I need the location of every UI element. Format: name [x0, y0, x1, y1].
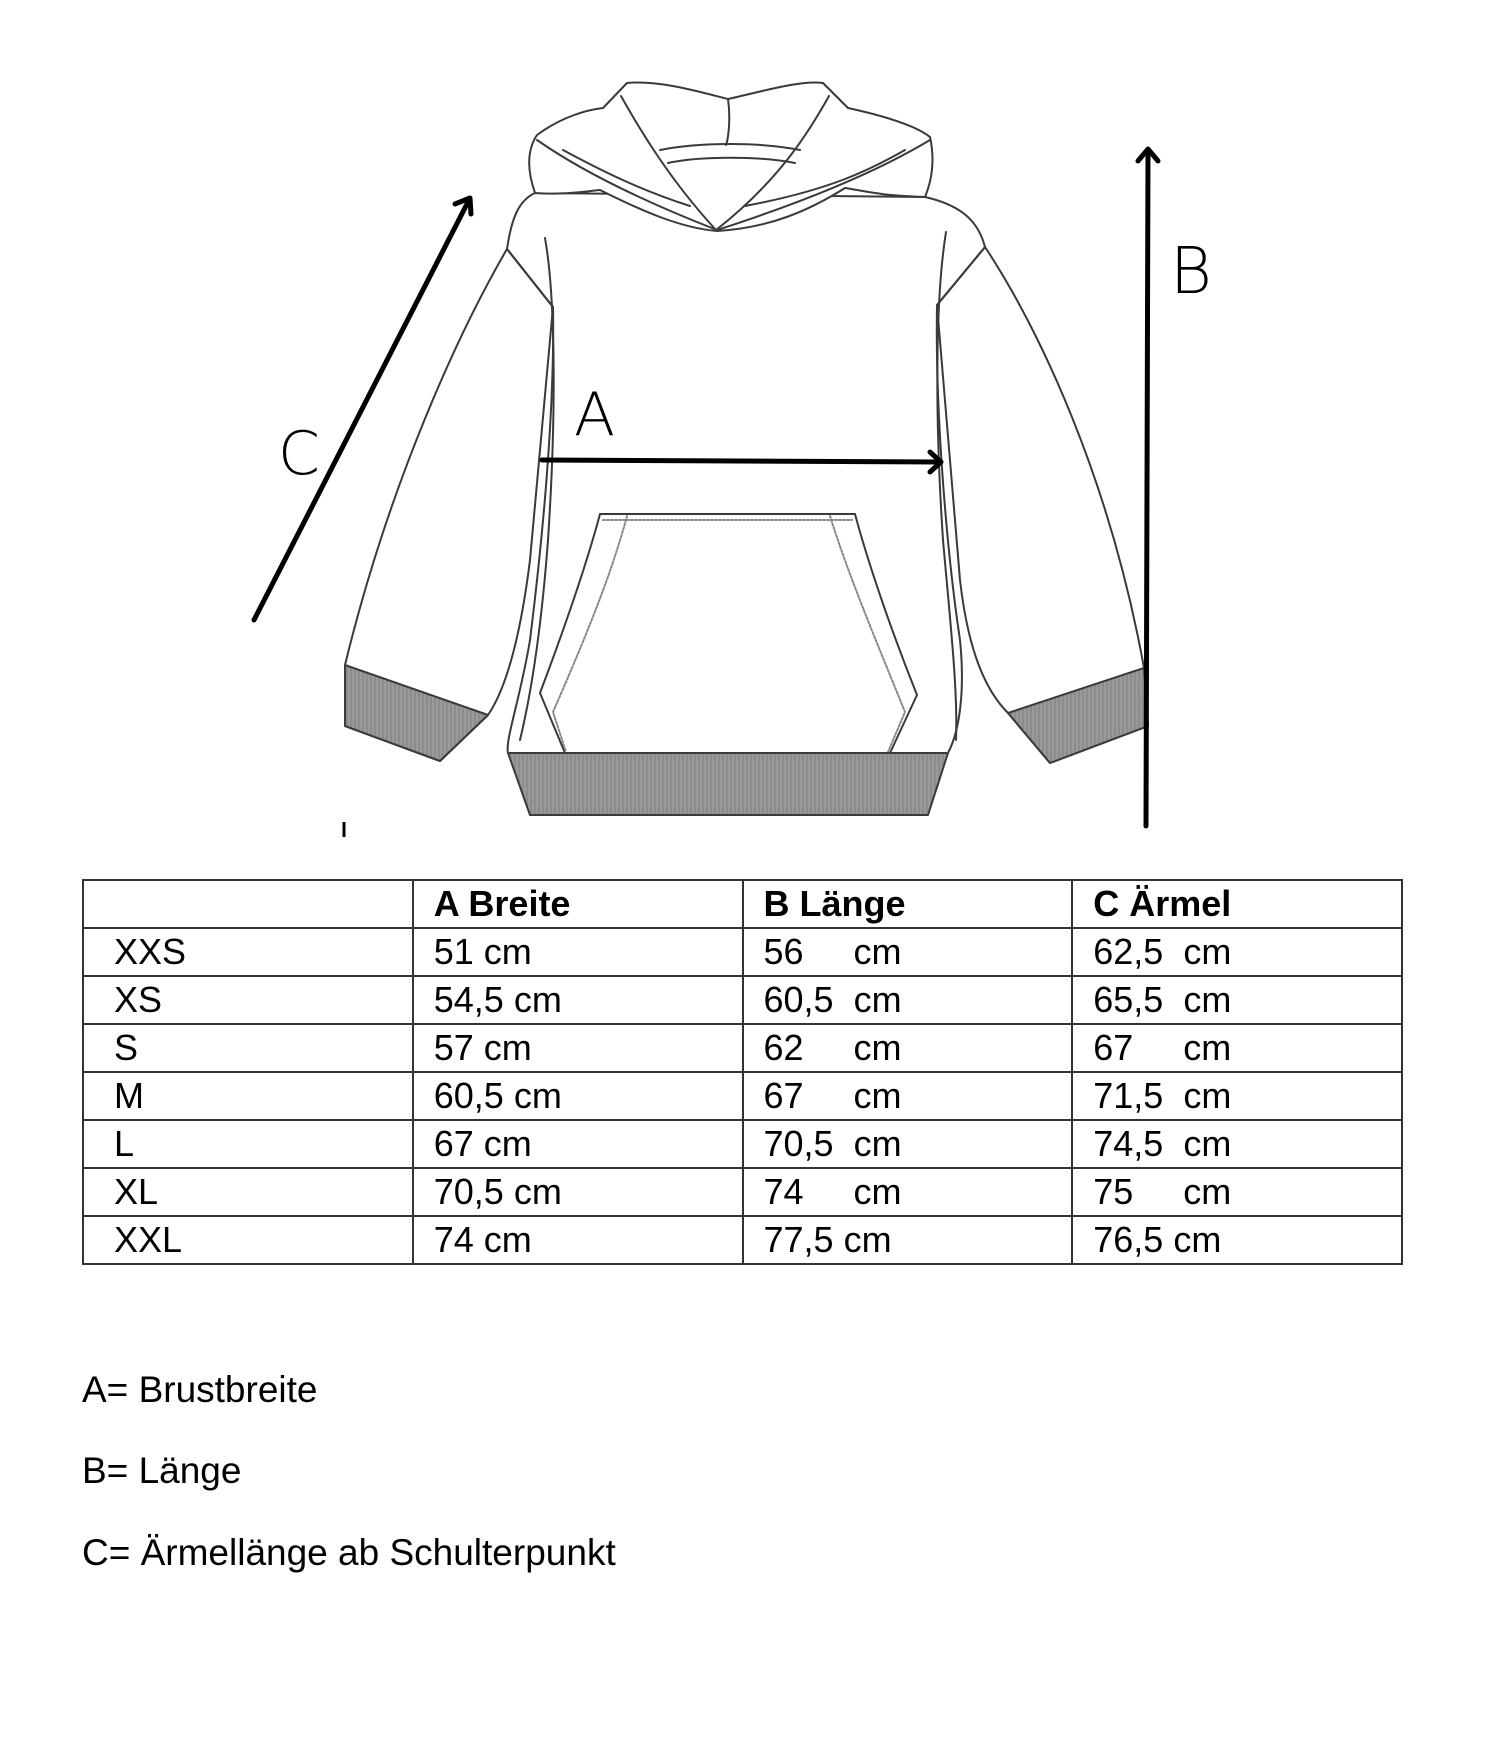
cell-a: 70,5 cm — [413, 1168, 743, 1216]
size-table — [82, 879, 1403, 1265]
cell-c: 65,5 cm — [1072, 976, 1402, 1024]
hoodie-measurement-diagram — [0, 0, 1485, 870]
legend-a: A= Brustbreite — [82, 1369, 318, 1410]
cell-b: 70,5 cm — [743, 1120, 1073, 1168]
hoodie-illustration — [0, 0, 1485, 870]
cell-b: 67 cm — [743, 1072, 1073, 1120]
cell-c: 74,5 cm — [1072, 1120, 1402, 1168]
header-size — [83, 880, 413, 928]
header-a-breite: A Breite — [413, 880, 743, 928]
cell-size: L — [83, 1120, 413, 1168]
kangaroo-pocket — [540, 514, 917, 753]
label-b: B — [1170, 235, 1212, 309]
table-row — [83, 976, 1402, 1024]
legend-b: B= Länge — [82, 1450, 242, 1491]
hem-rib — [508, 753, 948, 815]
cell-size: XL — [83, 1168, 413, 1216]
label-c: C — [278, 419, 320, 489]
table-row — [83, 1168, 1402, 1216]
table-row — [83, 1120, 1402, 1168]
table-row — [83, 1216, 1402, 1264]
cell-a: 67 cm — [413, 1120, 743, 1168]
cell-b: 56 cm — [743, 928, 1073, 976]
cell-a: 54,5 cm — [413, 976, 743, 1024]
legend-c: C= Ärmellänge ab Schulterpunkt — [82, 1532, 616, 1573]
cell-size: XXS — [83, 928, 413, 976]
cell-c: 71,5 cm — [1072, 1072, 1402, 1120]
table-row — [83, 1024, 1402, 1072]
cell-a: 74 cm — [413, 1216, 743, 1264]
cell-a: 57 cm — [413, 1024, 743, 1072]
cell-b: 62 cm — [743, 1024, 1073, 1072]
table-row — [83, 1072, 1402, 1120]
cell-a: 51 cm — [413, 928, 743, 976]
cell-b: 77,5 cm — [743, 1216, 1073, 1264]
cell-c: 75 cm — [1072, 1168, 1402, 1216]
cell-size: XXL — [83, 1216, 413, 1264]
cell-c: 62,5 cm — [1072, 928, 1402, 976]
cell-size: M — [83, 1072, 413, 1120]
table-header-row — [83, 880, 1402, 928]
cell-a: 60,5 cm — [413, 1072, 743, 1120]
cell-c: 76,5 cm — [1072, 1216, 1402, 1264]
cell-size: XS — [83, 976, 413, 1024]
table-row — [83, 928, 1402, 976]
label-a: A — [574, 380, 616, 450]
header-c-aermel: C Ärmel — [1072, 880, 1402, 928]
header-b-laenge: B Länge — [743, 880, 1073, 928]
cell-size: S — [83, 1024, 413, 1072]
cell-c: 67 cm — [1072, 1024, 1402, 1072]
cell-b: 60,5 cm — [743, 976, 1073, 1024]
cell-b: 74 cm — [743, 1168, 1073, 1216]
